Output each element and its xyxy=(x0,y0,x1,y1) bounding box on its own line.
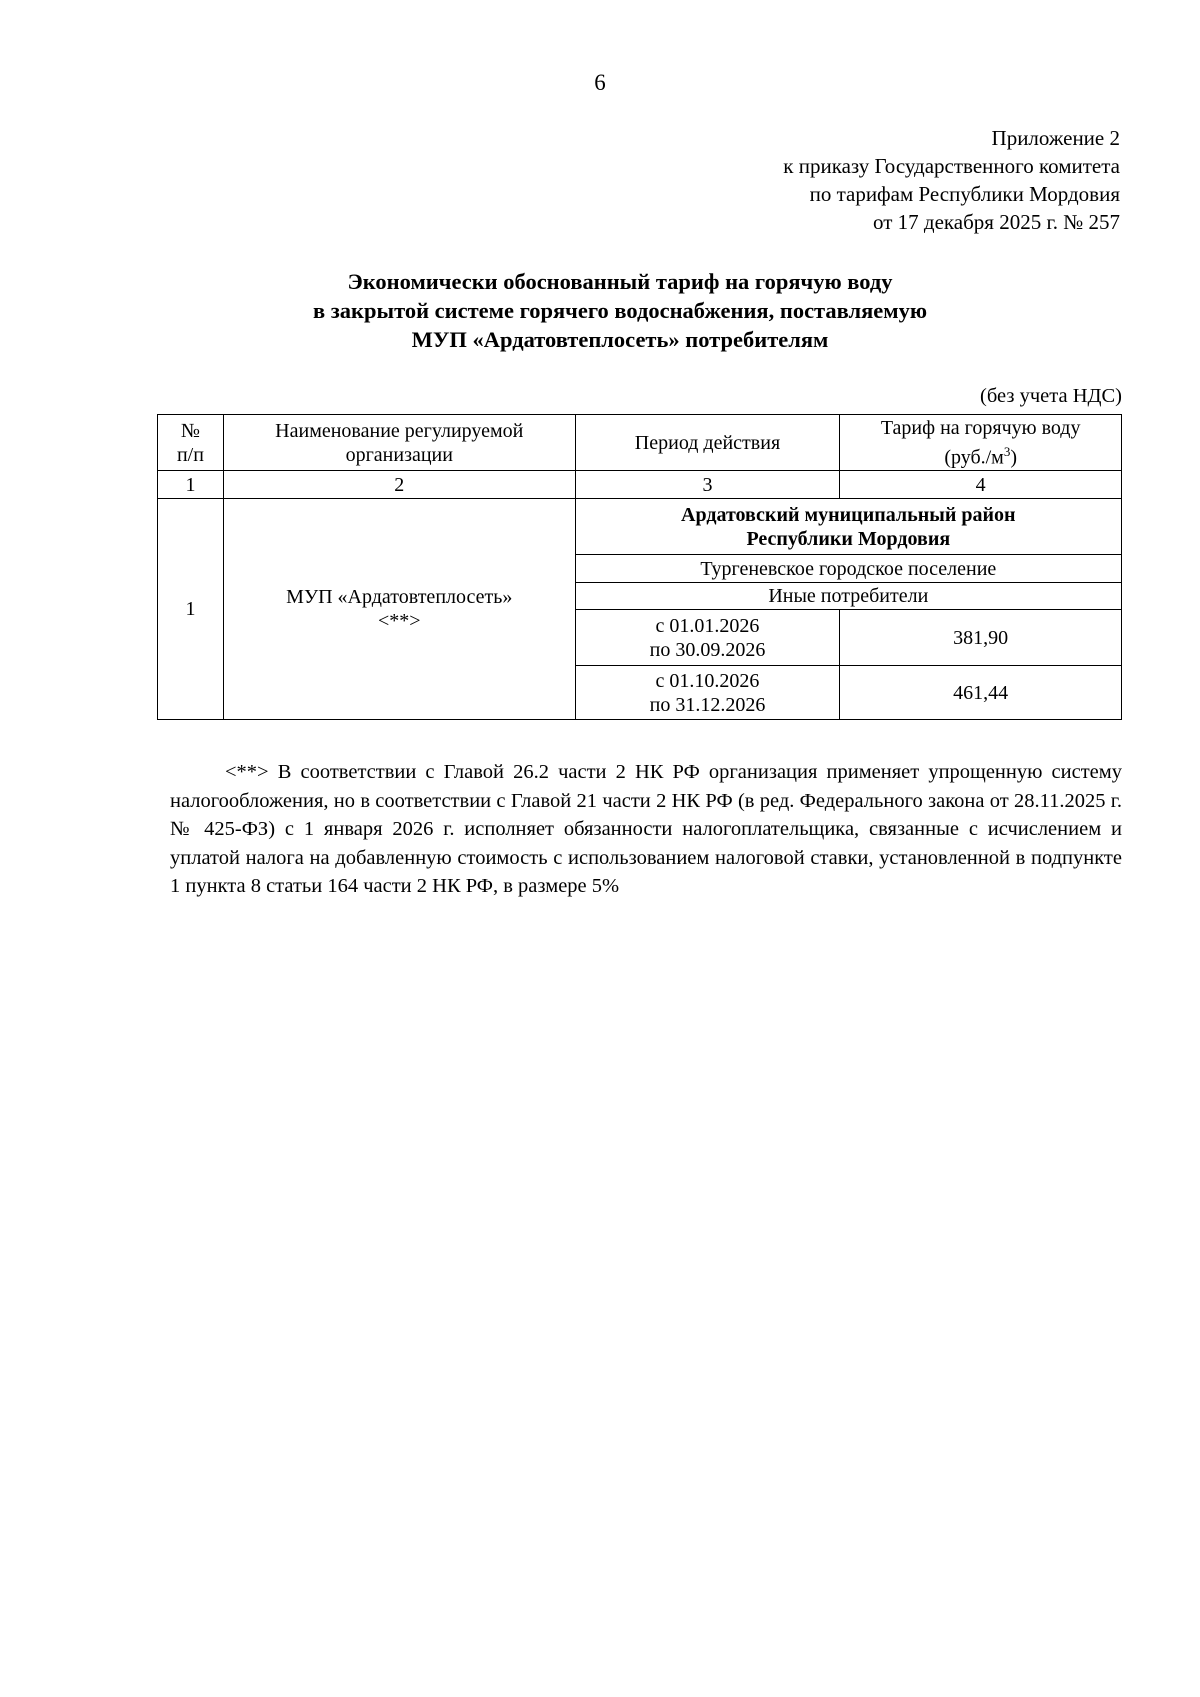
tariff-table xyxy=(157,414,1122,720)
header-tariff-line: Тариф на горячую воду xyxy=(880,416,1081,439)
header-tariff xyxy=(840,415,1122,471)
appendix-line: по тарифам Республики Мордовия xyxy=(809,182,1120,206)
district-cell xyxy=(575,499,1121,555)
tariff-unit-text: (руб./м xyxy=(944,446,1004,469)
column-index: 3 xyxy=(575,471,840,499)
tariff-value: 461,44 xyxy=(840,666,1122,720)
consumers-cell: Иные потребители xyxy=(575,583,1121,610)
tariff-value: 381,90 xyxy=(840,610,1122,666)
period-cell xyxy=(575,666,840,720)
period-to: по 30.09.2026 xyxy=(649,638,766,661)
appendix-line: к приказу Государственного комитета xyxy=(783,154,1120,178)
title-line: МУП «Ардатовтеплосеть» потребителям xyxy=(411,327,829,352)
vat-note: (без учета НДС) xyxy=(980,385,1122,407)
row-organization xyxy=(223,499,575,720)
column-index: 1 xyxy=(158,471,224,499)
table-row xyxy=(158,499,1122,555)
organization-footnote-mark: <**> xyxy=(377,610,421,632)
district-line: Республики Мордовия xyxy=(746,527,951,550)
row-number: 1 xyxy=(158,499,224,720)
period-cell xyxy=(575,610,840,666)
period-from: с 01.01.2026 xyxy=(655,614,760,637)
district-line: Ардатовский муниципальный район xyxy=(681,503,1016,526)
page-number: 6 xyxy=(594,70,606,95)
title-line: в закрытой системе горячего водоснабжения, поставляемую xyxy=(312,298,928,323)
header-period: Период действия xyxy=(575,415,840,471)
organization-name: МУП «Ардатовтеплосеть» xyxy=(286,586,513,608)
footnote-text: <**> В соответствии с Главой 26.2 части 2 НК РФ организация применяет упрощенную систему налогообложения, но в соответствии с Главой 21 части 2 НК РФ (в ред. Федерального закона от 28.11.2025 г. № 425-ФЗ) с 1 января 2026 г. исполняет обязанности налогоплательщика, связанные с исчислением и уплатой налога на добавленную стоимость с использованием налоговой ставки, установленной в подпункте 1 пункта 8 статьи 164 части 2 НК РФ, в размере 5% xyxy=(170,761,1122,897)
header-number xyxy=(158,415,224,471)
header-number-line: № xyxy=(180,419,200,442)
table-header-row xyxy=(158,415,1122,471)
appendix-line: от 17 декабря 2025 г. № 257 xyxy=(873,210,1120,234)
column-index: 4 xyxy=(840,471,1122,499)
column-index: 2 xyxy=(223,471,575,499)
settlement-cell: Тургеневское городское поселение xyxy=(575,555,1121,583)
appendix-line: Приложение 2 xyxy=(991,126,1120,150)
header-number-line: п/п xyxy=(176,443,204,466)
tariff-unit-superscript: 3 xyxy=(1003,443,1011,459)
title-line: Экономически обоснованный тариф на горячую воду xyxy=(347,269,893,294)
period-from: с 01.10.2026 xyxy=(655,669,760,692)
appendix-block xyxy=(783,124,1120,236)
header-organization-line: организации xyxy=(345,443,453,466)
header-organization-line: Наименование регулируемой xyxy=(275,419,524,442)
tariff-unit-close: ) xyxy=(1010,446,1018,469)
column-index-row xyxy=(158,471,1122,499)
header-tariff-unit xyxy=(844,440,1117,470)
header-organization xyxy=(223,415,575,471)
document-title xyxy=(150,267,1090,354)
period-to: по 31.12.2026 xyxy=(649,693,766,716)
